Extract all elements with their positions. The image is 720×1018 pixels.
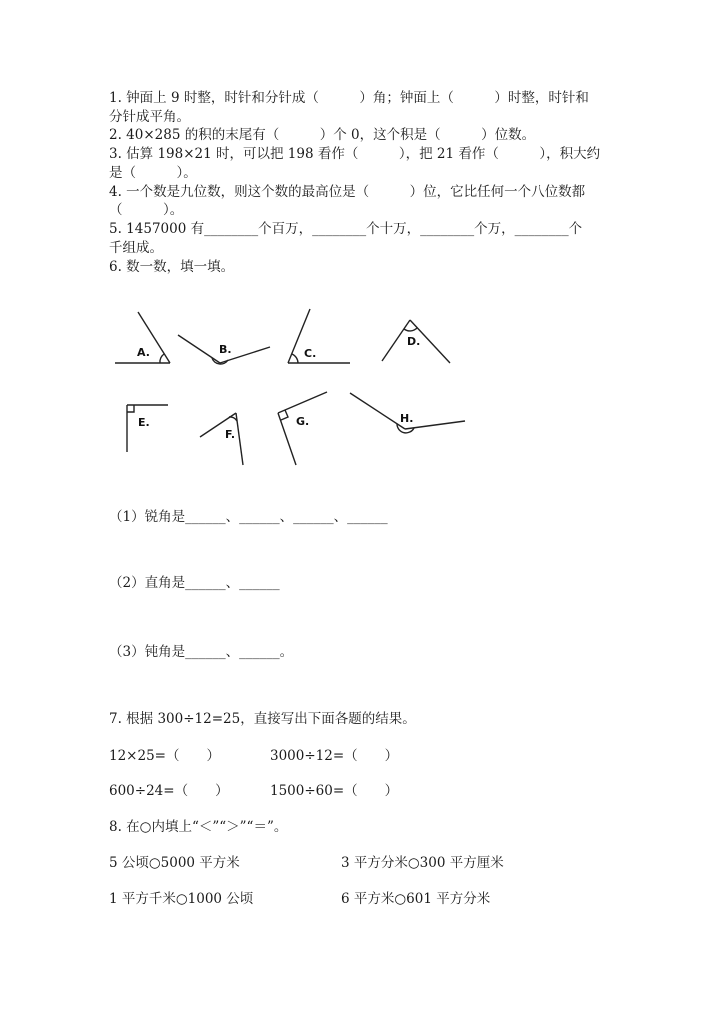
angle-label-d: D. — [407, 335, 421, 348]
q7-c: 600÷24=（ ） — [109, 783, 229, 799]
q1-line2: 分针成平角。 — [109, 109, 190, 125]
q3-line1: 3. 估算 198×21 时，可以把 198 看作（ ），把 21 看作（ ），积大约 — [109, 146, 601, 162]
angle-label-e: E. — [138, 416, 150, 429]
q8-a: 5 公顷○5000 平方米 — [109, 855, 240, 871]
q7-b: 3000÷12=（ ） — [270, 748, 399, 764]
q1-line1: 1. 钟面上 9 时整，时针和分针成（ ）角；钟面上（ ）时整，时针和 — [109, 90, 589, 106]
q7-d: 1500÷60=（ ） — [270, 783, 399, 799]
angle-label-a: A. — [137, 346, 150, 359]
q6-title: 6. 数一数，填一填。 — [109, 259, 235, 275]
angle-label-c: C. — [304, 347, 317, 360]
angle-label-g: G. — [296, 415, 310, 428]
q6-sub1: （1）锐角是______、______、______、______ — [109, 509, 388, 525]
angle-c — [288, 309, 350, 363]
angle-g — [278, 392, 327, 465]
angle-label-b: B. — [219, 343, 232, 356]
q3-line2: 是（ ）。 — [109, 165, 197, 181]
q6-sub3: （3）钝角是______、______。 — [109, 644, 294, 660]
q2-line1: 2. 40×285 的积的末尾有（ ）个 0，这个积是（ ）位数。 — [109, 127, 536, 143]
q8-d: 6 平方米○601 平方分米 — [341, 891, 491, 907]
q5-line2: 千组成。 — [109, 240, 163, 256]
angle-figure — [100, 295, 480, 475]
q8-c: 1 平方千米○1000 公顷 — [109, 891, 254, 907]
angle-label-h: H. — [400, 412, 414, 425]
q7-title: 7. 根据 300÷12=25，直接写出下面各题的结果。 — [109, 711, 416, 727]
q7-a: 12×25=（ ） — [109, 748, 220, 764]
angle-f — [200, 413, 243, 465]
angle-label-f: F. — [225, 428, 236, 441]
q4-line2: （ ）。 — [109, 202, 184, 218]
q8-title: 8. 在○内填上“＜”“＞”“＝”。 — [109, 819, 288, 835]
q6-sub2: （2）直角是______、______ — [109, 575, 280, 591]
q5-line1: 5. 1457000 有________个百万，________个十万，________个万，________个 — [109, 221, 583, 237]
q4-line1: 4. 一个数是九位数，则这个数的最高位是（ ）位，它比任何一个八位数都 — [109, 184, 586, 200]
q8-b: 3 平方分米○300 平方厘米 — [341, 855, 504, 871]
